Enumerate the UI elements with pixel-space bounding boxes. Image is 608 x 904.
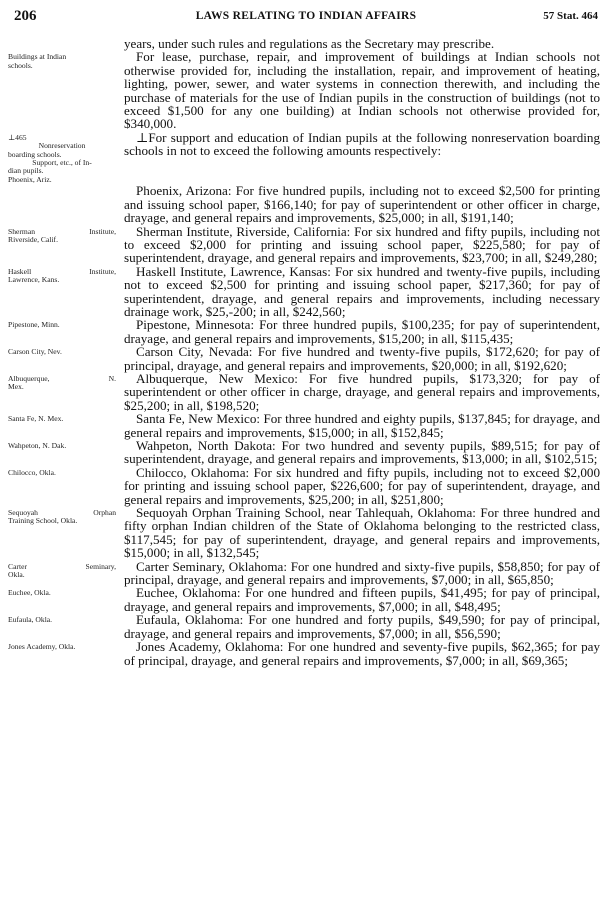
running-title: LAWS RELATING TO INDIAN AFFAIRS — [195, 10, 417, 22]
paragraph-row — [8, 560, 600, 587]
paragraph-text: Euchee, Oklahoma: For one hundred and fifteen pupils, $41,495; for pay of principal, drayage, and general repairs and improvements, $7,000; in all, $48,495; — [124, 585, 600, 614]
paragraph-text: Sequoyah Orphan Training School, near Tahlequah, Oklahoma: For three hundred and fifty orphan Indian children of the State of Oklahoma belonging to the restricted class, $117,545; for pay of superintendent, drayage, and general repairs and improvements, $15,000; in all, $132,545; — [124, 505, 600, 561]
margin-note — [8, 50, 124, 130]
paragraph-text: Santa Fe, New Mexico: For three hundred and eighty pupils, $137,845; for drayage, and general repairs and improvements, $15,000; in all, $152,845; — [124, 411, 600, 440]
margin-note — [8, 37, 124, 50]
margin-note-line: Eufaula, Okla. — [8, 615, 53, 625]
margin-note-line: Buildings at Indian — [8, 52, 67, 62]
margin-note-line: dian pupils. — [8, 166, 44, 176]
paragraph-text: Phoenix, Arizona: For five hundred pupils, including not to exceed $2,500 for printing and issuing school paper, $166,140; for pay of superintendent or other officer in charge, drayage, and general repairs and improvements, $25,000; in all, $191,140; — [124, 183, 600, 226]
paragraph-text: Chilocco, Oklahoma: For six hundred and fifty pupils, including not to exceed $2,000 for printing and issuing school paper, $226,600; for pay of superintendent, drayage, and general repairs and improvements, $25,200; in all, $251,800; — [124, 464, 600, 507]
margin-note — [8, 372, 124, 412]
margin-note-line: Wahpeton, N. Dak. — [8, 441, 67, 450]
margin-note-line: Riverside, Calif. — [8, 234, 58, 244]
margin-note — [8, 184, 124, 224]
margin-note-line: Chilocco, Okla. — [8, 467, 56, 477]
margin-note — [8, 265, 124, 319]
paragraph-text: Haskell Institute, Lawrence, Kansas: For six hundred and twenty-five pupils, including not to exceed $2,500 for printing and issuing school paper, $217,360; for pay of superintendent, drayage, and general repairs and improvements, including necessary drainage work, $25,-200; in all, $242,560; — [124, 263, 600, 319]
margin-note-line: Training School, Okla. — [8, 516, 78, 526]
margin-note-line: Santa Fe, N. Mex. — [8, 414, 64, 424]
paragraph-row — [8, 318, 600, 345]
margin-note-line: Sherman Institute, — [8, 226, 116, 236]
margin-note — [8, 318, 124, 345]
paragraph-row — [8, 50, 600, 130]
margin-note-line: Pipestone, Minn. — [8, 320, 60, 330]
margin-note-line: Mex. — [8, 382, 24, 392]
margin-note — [8, 225, 124, 265]
paragraph-row — [8, 345, 600, 372]
paragraph-text: Carson City, Nevada: For five hundred and twenty-five pupils, $172,620; for pay of principal, drayage, and general repairs and improvements, $20,000; in all, $192,620; — [124, 344, 600, 373]
margin-note — [8, 560, 124, 587]
paragraph-row — [8, 412, 600, 439]
page-body — [8, 37, 600, 667]
margin-note-line: Carter Seminary, — [8, 561, 116, 571]
paragraph-row — [8, 131, 600, 184]
margin-note-line: Euchee, Okla. — [8, 588, 51, 598]
margin-note-line: Lawrence, Kans. — [8, 275, 60, 285]
margin-note-line: Haskell Institute, — [8, 266, 116, 276]
paragraph-text: Albuquerque, New Mexico: For five hundred pupils, $173,320; for pay of superintendent or other officer in charge, drayage, and general repairs and improvements, $25,200; in all, $198,520; — [124, 370, 600, 413]
margin-note-line: Sequoyah Orphan — [8, 508, 116, 518]
paragraph-text: ⊥For support and education of Indian pupils at the following nonreservation boarding schools in not to exceed the following amounts respectively: — [124, 129, 600, 159]
margin-note — [8, 412, 124, 439]
margin-note — [8, 506, 124, 560]
paragraph-text: Eufaula, Oklahoma: For one hundred and forty pupils, $49,590; for pay of principal, drayage, and general repairs and improvements, $7,000; in all, $56,590; — [124, 612, 600, 641]
paragraph-row — [8, 184, 600, 224]
margin-note-line: Okla. — [8, 570, 25, 580]
margin-note-line: Phoenix, Ariz. — [8, 174, 52, 184]
margin-note-line: Carson City, Nev. — [8, 347, 62, 357]
margin-note — [8, 640, 124, 667]
paragraph-row — [8, 265, 600, 319]
margin-note-line: Albuquerque, N. — [8, 373, 116, 383]
paragraph-text: Carter Seminary, Oklahoma: For one hundred and sixty-five pupils, $58,850; for pay of principal, drayage, and general repairs and improvements, $7,000; in all, $65,850; — [124, 558, 600, 588]
margin-note — [8, 466, 124, 506]
statute-citation: 57 Stat. 464 — [543, 10, 598, 22]
margin-note-line: Jones Academy, Okla. — [8, 642, 76, 652]
paragraph-text: Pipestone, Minnesota: For three hundred pupils, $100,235; for pay of superintendent, drayage, and general repairs and improvements, $15,200; in all, $115,435; — [124, 317, 600, 346]
paragraph-row — [8, 640, 600, 667]
paragraph-text: For lease, purchase, repair, and improvement of buildings at Indian schools not otherwise provided for, including the installation, repair, and improvement of heating, lighting, power, sewer, and water systems in connection therewith, and including the purchase of materials for the use of Indian pupils in the construction of buildings (not to exceed $1,500 for any one building) at Indian schools not otherwise provided for, $340,000. — [124, 49, 600, 132]
margin-note — [8, 613, 124, 640]
margin-note — [8, 345, 124, 372]
page-number: 206 — [14, 8, 37, 24]
page-header — [14, 8, 598, 28]
margin-note — [8, 439, 124, 466]
paragraph-text: years, under such rules and regulations as the Secretary may prescribe. — [124, 36, 495, 51]
paragraph-row — [8, 439, 600, 466]
paragraph-row — [8, 372, 600, 412]
paragraph-text: Sherman Institute, Riverside, California: For six hundred and fifty pupils, including not to exceed $2,000 for printing and issuing school paper, $225,580; for pay of superintendent, drayage, and general repairs and improvements, $23,700; in all, $249,280; — [124, 223, 600, 266]
margin-note — [8, 131, 124, 184]
margin-note-line: Support, etc., of In- — [32, 158, 92, 168]
paragraph-row — [8, 37, 600, 50]
paragraph-text: Jones Academy, Oklahoma: For one hundred and seventy-five pupils, $62,365; for pay of principal, drayage, and general repairs and improvements, $7,000; in all, $69,365; — [124, 639, 600, 668]
paragraph-row — [8, 586, 600, 613]
margin-note-line: ⊥465 — [8, 132, 27, 142]
paragraph-text: Wahpeton, North Dakota: For two hundred and seventy pupils, $89,515; for pay of superintendent, drayage, and general repairs and improvements, $13,000; in all, $102,515; — [124, 438, 600, 467]
paragraph-row — [8, 613, 600, 640]
margin-note-line: Nonreservation — [38, 141, 86, 151]
paragraph-row — [8, 506, 600, 560]
paragraph-row — [8, 466, 600, 506]
paragraph-row — [8, 225, 600, 265]
margin-note-line: schools. — [8, 60, 33, 70]
margin-note-line: boarding schools. — [8, 149, 62, 159]
margin-note — [8, 586, 124, 613]
